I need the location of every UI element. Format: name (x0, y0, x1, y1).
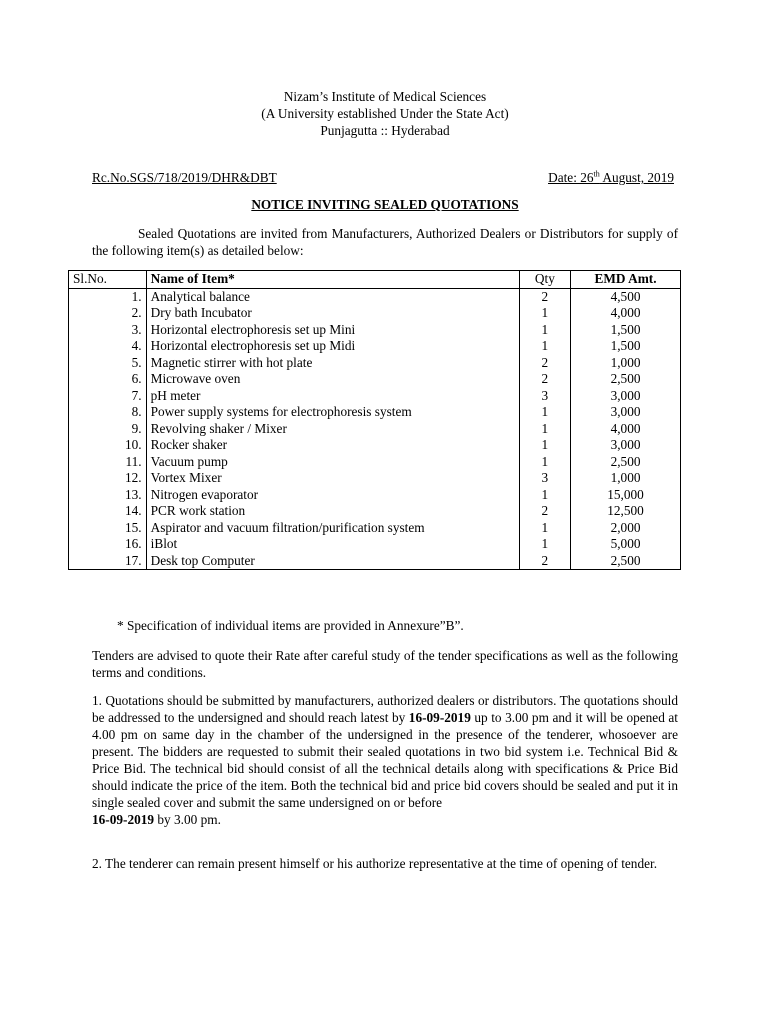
intro-paragraph: Sealed Quotations are invited from Manufacturers, Authorized Dealers or Distributors for supply of the following item(s) as detailed below: (92, 226, 678, 258)
row-qty: 2 (519, 503, 570, 520)
row-number: 17. (69, 553, 147, 570)
header-emd: EMD Amt. (571, 271, 681, 289)
table-row (69, 553, 681, 570)
row-emd: 2,500 (571, 371, 681, 388)
header-name: Name of Item* (146, 271, 519, 289)
row-emd: 2,500 (571, 553, 681, 570)
row-number: 3. (69, 322, 147, 339)
table-row (69, 288, 681, 305)
row-qty: 2 (519, 288, 570, 305)
row-number: 11. (69, 454, 147, 471)
row-emd: 12,500 (571, 503, 681, 520)
letterhead (0, 88, 770, 139)
specification-note: * Specification of individual items are provided in Annexure”B”. (117, 618, 464, 633)
row-emd: 3,000 (571, 437, 681, 454)
row-emd: 2,000 (571, 520, 681, 537)
row-item-name: Magnetic stirrer with hot plate (146, 355, 519, 372)
table-row (69, 322, 681, 339)
row-emd: 1,500 (571, 338, 681, 355)
row-number: 13. (69, 487, 147, 504)
row-item-name: Microwave oven (146, 371, 519, 388)
row-item-name: Nitrogen evaporator (146, 487, 519, 504)
row-emd: 4,000 (571, 305, 681, 322)
header-slno: Sl.No. (69, 271, 147, 289)
clause-1: 1. Quotations should be submitted by manufacturers, authorized dealers or distributors. The quotations should be addressed to the undersigned and should reach latest by 16-09-2019 up to 3.00 pm and it will be opened at 4.00 pm on same day in the chamber of the undersigned in the presence of the tenderer, whosoever are present. The bidders are requested to submit their sealed quotations in two bid system i.e. Technical Bid & Price Bid. The technical bid should consist of all the technical details along with specifications & Price Bid should indicate the price of the item. Both the technical bid and price bid covers should be sealed and put it in single sealed cover and submit the same undersigned on or before 16-09-2019 by 3.00 pm. (92, 693, 678, 827)
table-row (69, 454, 681, 471)
row-item-name: Vacuum pump (146, 454, 519, 471)
row-emd: 4,000 (571, 421, 681, 438)
row-emd: 1,500 (571, 322, 681, 339)
row-emd: 1,000 (571, 355, 681, 372)
notice-title: NOTICE INVITING SEALED QUOTATIONS (251, 197, 519, 212)
row-qty: 1 (519, 322, 570, 339)
row-qty: 1 (519, 305, 570, 322)
row-number: 6. (69, 371, 147, 388)
row-item-name: Horizontal electrophoresis set up Mini (146, 322, 519, 339)
row-emd: 2,500 (571, 454, 681, 471)
advice-paragraph: Tenders are advised to quote their Rate after careful study of the tender specifications as well as the following terms and conditions. (92, 648, 678, 680)
table-row (69, 437, 681, 454)
row-qty: 1 (519, 454, 570, 471)
row-item-name: pH meter (146, 388, 519, 405)
table-row (69, 470, 681, 487)
row-qty: 2 (519, 553, 570, 570)
row-qty: 1 (519, 404, 570, 421)
table-row (69, 388, 681, 405)
row-item-name: PCR work station (146, 503, 519, 520)
row-item-name: Analytical balance (146, 288, 519, 305)
row-number: 12. (69, 470, 147, 487)
row-item-name: Desk top Computer (146, 553, 519, 570)
row-number: 9. (69, 421, 147, 438)
row-number: 4. (69, 338, 147, 355)
row-number: 5. (69, 355, 147, 372)
row-qty: 1 (519, 421, 570, 438)
row-emd: 1,000 (571, 470, 681, 487)
header-qty: Qty (519, 271, 570, 289)
row-emd: 15,000 (571, 487, 681, 504)
table-row (69, 421, 681, 438)
table-row (69, 371, 681, 388)
row-emd: 4,500 (571, 288, 681, 305)
table-row (69, 355, 681, 372)
institute-location: Punjagutta :: Hyderabad (320, 123, 450, 138)
row-item-name: Dry bath Incubator (146, 305, 519, 322)
row-qty: 1 (519, 437, 570, 454)
row-qty: 1 (519, 487, 570, 504)
row-qty: 3 (519, 388, 570, 405)
row-item-name: Aspirator and vacuum filtration/purification system (146, 520, 519, 537)
row-item-name: iBlot (146, 536, 519, 553)
row-number: 10. (69, 437, 147, 454)
table-row (69, 305, 681, 322)
row-number: 8. (69, 404, 147, 421)
table-header-row (69, 271, 681, 289)
row-qty: 3 (519, 470, 570, 487)
row-qty: 1 (519, 520, 570, 537)
row-qty: 1 (519, 536, 570, 553)
table-row (69, 338, 681, 355)
institute-name: Nizam’s Institute of Medical Sciences (283, 89, 487, 104)
deadline-date: 16-09-2019 (408, 710, 471, 725)
row-emd: 5,000 (571, 536, 681, 553)
institute-subtitle: (A University established Under the State Act) (261, 106, 509, 121)
row-item-name: Revolving shaker / Mixer (146, 421, 519, 438)
row-number: 16. (69, 536, 147, 553)
row-number: 14. (69, 503, 147, 520)
row-number: 15. (69, 520, 147, 537)
reference-date: Date: 26th August, 2019 (548, 169, 674, 185)
table-row (69, 404, 681, 421)
items-table (68, 270, 681, 570)
table-row (69, 536, 681, 553)
row-qty: 2 (519, 371, 570, 388)
clause-2: 2. The tenderer can remain present himself or his authorize representative at the time of opening of tender. (92, 856, 658, 871)
row-item-name: Power supply systems for electrophoresis system (146, 404, 519, 421)
row-emd: 3,000 (571, 388, 681, 405)
row-item-name: Horizontal electrophoresis set up Midi (146, 338, 519, 355)
reference-number: Rc.No.SGS/718/2019/DHR&DBT (92, 170, 277, 185)
row-qty: 2 (519, 355, 570, 372)
table-row (69, 487, 681, 504)
row-item-name: Rocker shaker (146, 437, 519, 454)
row-number: 2. (69, 305, 147, 322)
row-qty: 1 (519, 338, 570, 355)
table-row (69, 520, 681, 537)
row-emd: 3,000 (571, 404, 681, 421)
row-number: 7. (69, 388, 147, 405)
table-row (69, 503, 681, 520)
deadline-date-repeat: 16-09-2019 (92, 812, 155, 827)
table-body (69, 288, 681, 570)
row-number: 1. (69, 288, 147, 305)
row-item-name: Vortex Mixer (146, 470, 519, 487)
